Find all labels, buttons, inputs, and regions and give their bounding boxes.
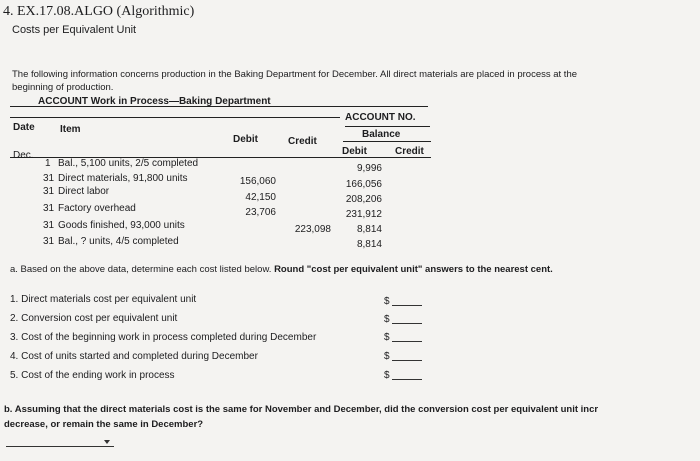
row-item: Bal., ? units, 4/5 completed [58, 236, 179, 247]
col-balance: Balance [362, 129, 401, 140]
row-item: Factory overhead [58, 203, 136, 214]
row-debit: 156,060 [239, 176, 276, 187]
dollar-sign: $ [384, 332, 390, 343]
dropdown-underline [6, 446, 114, 447]
row-debit: 42,150 [245, 192, 276, 203]
answer-input-4[interactable] [392, 360, 422, 361]
row-day: 31 [43, 173, 55, 184]
col-date: Date [13, 122, 35, 133]
ledger-header-rule [10, 117, 340, 118]
balance-rule [343, 141, 431, 142]
answer-input-5[interactable] [392, 379, 422, 380]
row-item: Bal., 5,100 units, 2/5 completed [58, 158, 199, 169]
dollar-sign: $ [384, 351, 390, 362]
account-title: ACCOUNT Work in Process—Baking Department [38, 96, 271, 107]
col-balance-debit: Debit [342, 146, 367, 157]
dollar-sign: $ [384, 370, 390, 381]
row-balance: 231,912 [345, 209, 382, 220]
row-balance: 166,056 [345, 179, 382, 190]
answer-input-2[interactable] [392, 323, 422, 324]
answer-input-1[interactable] [392, 305, 422, 306]
chevron-down-icon [104, 440, 110, 444]
answer-label-5: 5. Cost of the ending work in process [10, 370, 175, 381]
ledger-month: Dec. [13, 150, 34, 161]
part-b-dropdown[interactable] [6, 434, 114, 448]
col-balance-credit: Credit [395, 146, 424, 157]
row-debit: 23,706 [245, 207, 276, 218]
intro-line-1: The following information concerns production in the Baking Department for December. All direct materials are placed in process at the [12, 69, 578, 80]
row-item: Direct materials, 91,800 units [58, 173, 188, 184]
answer-label-3: 3. Cost of the beginning work in process completed during December [10, 332, 317, 343]
row-credit: 223,098 [294, 224, 331, 235]
row-day: 31 [43, 203, 55, 214]
account-no-rule [345, 126, 430, 127]
row-item: Direct labor [58, 186, 110, 197]
part-a-prompt-text: a. Based on the above data, determine each cost listed below. [10, 264, 272, 275]
row-balance: 8,814 [356, 239, 382, 250]
answer-input-3[interactable] [392, 341, 422, 342]
part-a-prompt [10, 264, 553, 275]
col-credit: Credit [288, 136, 317, 147]
problem-subtitle: Costs per Equivalent Unit [12, 24, 137, 36]
part-a-rounding-note: Round "cost per equivalent unit" answers to the nearest cent. [274, 264, 553, 275]
intro-line-2: beginning of production. [12, 82, 114, 93]
row-day: 31 [43, 220, 55, 231]
part-b-prompt-line-2: decrease, or remain the same in December? [4, 419, 204, 430]
row-day: 31 [43, 186, 55, 197]
col-debit: Debit [233, 134, 258, 145]
col-item: Item [60, 124, 81, 135]
answer-label-1: 1. Direct materials cost per equivalent unit [10, 294, 197, 305]
row-balance: 9,996 [356, 163, 382, 174]
problem-title: 4. EX.17.08.ALGO (Algorithmic) [3, 4, 195, 19]
row-balance: 208,206 [345, 194, 382, 205]
dollar-sign: $ [384, 296, 390, 307]
account-number-label: ACCOUNT NO. [345, 112, 416, 123]
answer-label-4: 4. Cost of units started and completed during December [10, 351, 258, 362]
dollar-sign: $ [384, 314, 390, 325]
row-day: 31 [43, 236, 55, 247]
row-day: 1 [45, 158, 51, 169]
part-b-prompt-line-1: b. Assuming that the direct materials cost is the same for November and December, did the conversion cost per equivalent unit incr [4, 404, 599, 415]
row-balance: 8,814 [356, 224, 382, 235]
row-item: Goods finished, 93,000 units [58, 220, 185, 231]
answer-label-2: 2. Conversion cost per equivalent unit [10, 313, 178, 324]
